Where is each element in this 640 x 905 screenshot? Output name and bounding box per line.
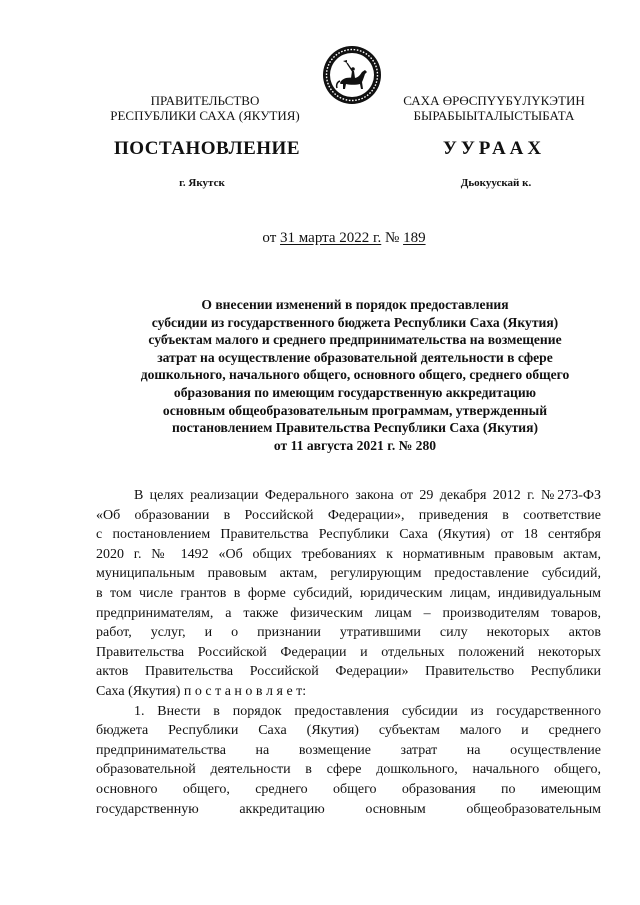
- header-left-line-1: ПРАВИТЕЛЬСТВО: [150, 93, 260, 108]
- header-right-line-2: БЫРАБЫЫТАЛЫСТЫБАТА: [413, 108, 575, 123]
- body-line: с постановлением Правительства Республики Саха (Якутия) от 18 сентября: [96, 527, 601, 543]
- body-line: в том числе грантов в форме субсидий, юридическим лицам, индивидуальным: [96, 585, 601, 601]
- date-prefix: от: [262, 230, 277, 246]
- body-line: 2020 г. № 1492 «Об общих требованиях к нормативным правовым актам,: [96, 546, 601, 562]
- header-right-authority: [379, 93, 609, 123]
- title-line: дошкольного, начального общего, основного общего, среднего общего: [140, 367, 570, 383]
- body-line: основного общего, среднего общего образования по имеющим: [96, 781, 601, 797]
- header-left-line-2: РЕСПУБЛИКИ САХА (ЯКУТИЯ): [110, 108, 300, 123]
- document-number: 189: [403, 230, 426, 246]
- body-line: предпринимательства на возмещение затрат на осуществление: [96, 742, 601, 758]
- body-line: «Об образовании в Российской Федерации», приведения в соответствие: [96, 507, 601, 523]
- title-line: постановлением Правительства Республики Саха (Якутия): [171, 420, 539, 436]
- title-line: субъектам малого и среднего предпринимательства на возмещение: [148, 332, 562, 348]
- document-date-number: [194, 229, 494, 247]
- city-name-sah: Дьокуускай к.: [460, 177, 532, 189]
- header-right-line-1: САХА ӨРӨСПҮҮБҮЛҮКЭТИН: [403, 93, 585, 108]
- coat-of-arms-icon: [322, 45, 382, 105]
- document-type-title-ru: ПОСТАНОВЛЕНИЕ: [113, 138, 301, 159]
- title-line: О внесении изменений в порядок предоставления: [201, 297, 509, 312]
- city-name-ru: г. Якутск: [179, 177, 225, 189]
- body-line: Саха (Якутия) п о с т а н о в л я е т:: [96, 683, 307, 699]
- paragraph-item-1: [96, 702, 601, 820]
- body-line: предпринимателям, а также физическим лицам – производителям товаров,: [96, 605, 601, 621]
- body-line: 1. Внести в порядок предоставления субсидии из государственного: [134, 703, 601, 719]
- title-line: субсидии из государственного бюджета Республики Саха (Якутия): [151, 314, 559, 330]
- body-text: [96, 486, 601, 819]
- body-line: актов Правительства Российской Федерации» Правительство Республики: [96, 664, 601, 680]
- body-line: работ, услуг, и о признании утратившими силу некоторых актов: [96, 625, 601, 641]
- document-date: 31 марта 2022 г.: [280, 230, 382, 246]
- body-line: Правительства Российской Федерации и отдельных положений некоторых: [96, 644, 601, 660]
- title-line: затрат на осуществление образовательной деятельности в сфере: [157, 349, 553, 365]
- title-line: основным общеобразовательным программам, утвержденный: [162, 402, 548, 418]
- title-line: от 11 августа 2021 г. № 280: [273, 437, 437, 453]
- document-type-title-sah: УУРААХ: [442, 138, 546, 159]
- paragraph-preamble: [96, 486, 601, 702]
- document-subject-title: [110, 296, 600, 454]
- body-line: бюджета Республики Саха (Якутия) субъектам малого и среднего: [96, 723, 601, 739]
- body-line: В целях реализации Федерального закона от 29 декабря 2012 г. №273-ФЗ: [134, 488, 601, 503]
- number-sign: №: [385, 230, 400, 246]
- body-line: муниципальным правовым актам, регулирующим предоставление субсидий,: [96, 566, 601, 582]
- body-line: государственную аккредитацию основным общеобразовательным: [96, 801, 601, 817]
- header-left-authority: [90, 93, 320, 123]
- title-line: образования по имеющим государственную аккредитацию: [173, 384, 537, 400]
- body-line: образовательной деятельности в сфере дошкольного, начального общего,: [96, 762, 601, 778]
